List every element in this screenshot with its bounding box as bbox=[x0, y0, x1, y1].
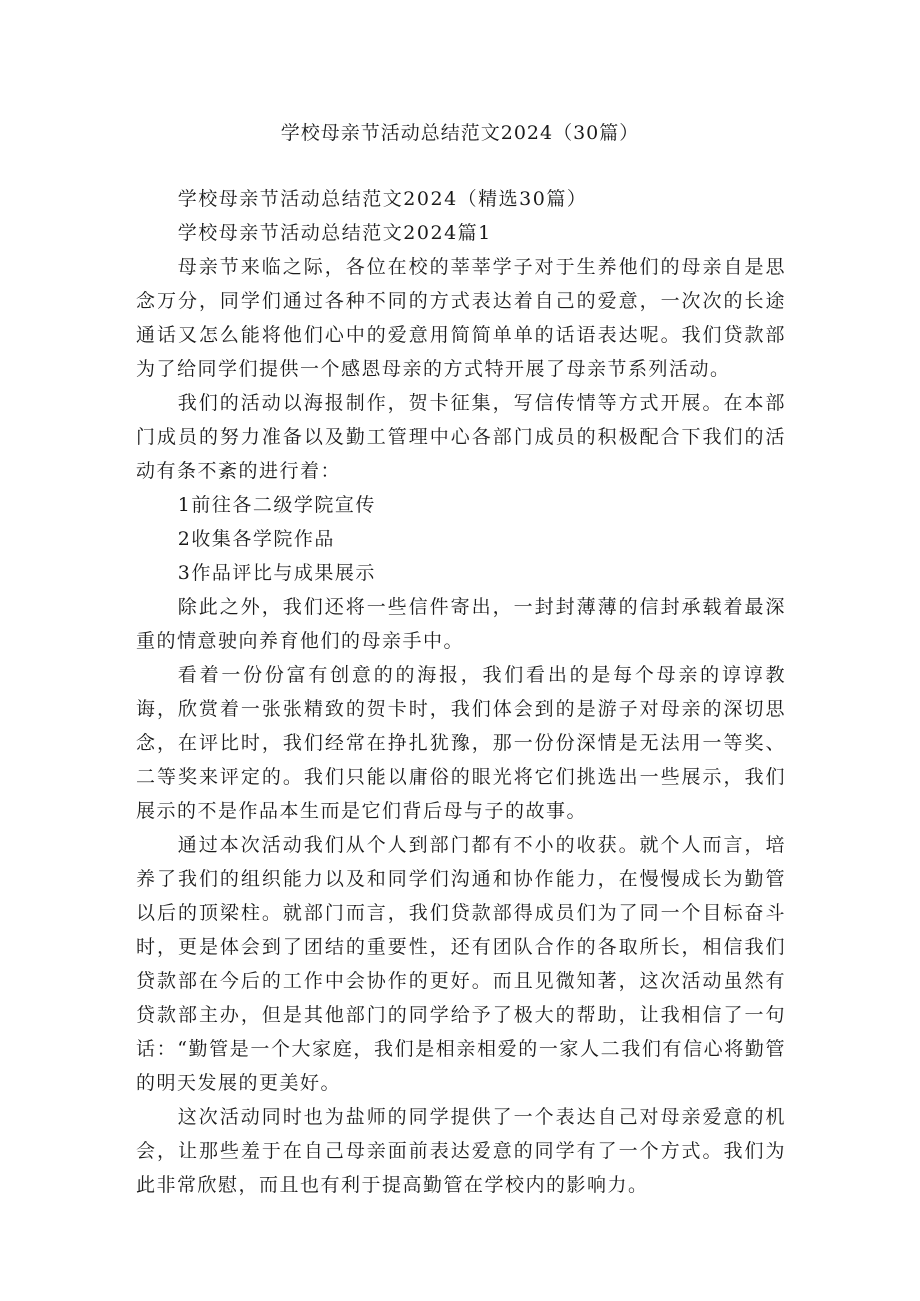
paragraph: 看着一份份富有创意的的海报，我们看出的是每个母亲的谆谆教诲，欣赏着一张张精致的贺卡时，我们体会到的是游子对母亲的深切思念，在评比时，我们经常在挣扎犹豫，那一份份深情是无法用一等奖、二等奖来评定的。我们只能以庸俗的眼光将它们挑选出一些展示，我们展示的不是作品本生而是它们背后母与子的故事。 bbox=[136, 664, 786, 822]
paragraph: 这次活动同时也为盐师的同学提供了一个表达自己对母亲爱意的机会，让那些羞于在自己母亲面前表达爱意的同学有了一个方式。我们为此非常欣慰，而且也有利于提高勤管在学校内的影响力。 bbox=[136, 1106, 786, 1196]
document-body bbox=[136, 182, 786, 1202]
list-item: 3作品评比与成果展示 bbox=[177, 562, 376, 584]
list-item: 1前往各二级学院宣传 bbox=[177, 494, 376, 516]
paragraph-subtitle: 学校母亲节活动总结范文2024（精选30篇） bbox=[177, 188, 588, 210]
document-title: 学校母亲节活动总结范文2024（30篇） bbox=[280, 122, 640, 144]
paragraph-section-heading: 学校母亲节活动总结范文2024篇1 bbox=[177, 222, 492, 244]
paragraph: 我们的活动以海报制作，贺卡征集，写信传情等方式开展。在本部门成员的努力准备以及勤工管理中心各部门成员的积极配合下我们的活动有条不紊的进行着： bbox=[136, 392, 786, 482]
list-item: 2收集各学院作品 bbox=[177, 528, 335, 550]
paragraph: 除此之外，我们还将一些信件寄出，一封封薄薄的信封承载着最深重的情意驶向养育他们的母亲手中。 bbox=[136, 596, 786, 652]
paragraph: 通过本次活动我们从个人到部门都有不小的收获。就个人而言，培养了我们的组织能力以及和同学们沟通和协作能力，在慢慢成长为勤管以后的顶梁柱。就部门而言，我们贷款部得成员们为了同一个目标奋斗时，更是体会到了团结的重要性，还有团队合作的各取所长，相信我们贷款部在今后的工作中会协作的更好。而且见微知著，这次活动虽然有贷款部主办，但是其他部门的同学给予了极大的帮助，让我相信了一句话：“勤管是一个大家庭，我们是相亲相爱的一家人二我们有信心将勤管的明天发展的更美好。 bbox=[136, 834, 786, 1094]
paragraph: 母亲节来临之际，各位在校的莘莘学子对于生养他们的母亲自是思念万分，同学们通过各种不同的方式表达着自己的爱意，一次次的长途通话又怎么能将他们心中的爱意用简简单单的话语表达呢。我们贷款部为了给同学们提供一个感恩母亲的方式特开展了母亲节系列活动。 bbox=[136, 256, 786, 380]
